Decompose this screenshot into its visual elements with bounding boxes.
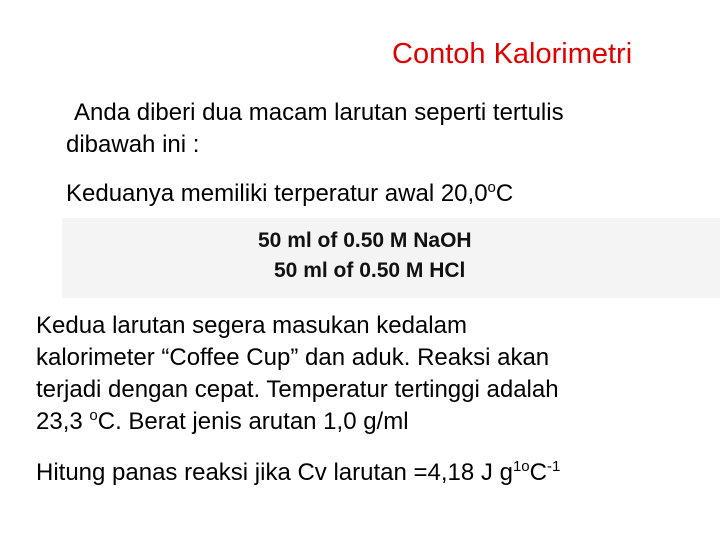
intro-line-1: Anda diberi dua macam larutan seperti tertulis: [74, 99, 564, 126]
density-text: C. Berat jenis arutan 1,0 g/ml: [97, 408, 409, 435]
unit-c: C: [529, 459, 547, 486]
initial-temperature: [66, 180, 513, 208]
question-prefix: Hitung panas reaksi jika Cv larutan =4,18 J g: [36, 459, 513, 486]
solutions-formula: [258, 226, 472, 286]
max-temperature-value: 23,3: [36, 408, 90, 435]
procedure-paragraph: [36, 310, 676, 438]
degree-symbol: o: [89, 407, 98, 424]
procedure-line-3: terjadi dengan cepat. Temperatur tertinggi adalah: [36, 376, 559, 403]
temperature-text: Keduanya memiliki terperatur awal 20,0: [66, 180, 488, 207]
intro-paragraph: [66, 97, 666, 161]
solution-naoh: 50 ml of 0.50 M NaOH: [258, 229, 472, 252]
degree-symbol: o: [521, 458, 530, 475]
exponent-minus-1: -1: [546, 458, 561, 475]
procedure-line-4: [36, 406, 676, 438]
temperature-unit: C: [495, 180, 514, 207]
exponent-1: 1: [512, 458, 522, 475]
intro-line-2: dibawah ini :: [66, 131, 200, 158]
procedure-line-2: kalorimeter “Coffee Cup” dan aduk. Reaksi akan: [36, 344, 550, 371]
slide-title: Contoh Kalorimetri: [392, 38, 633, 70]
question-text: [36, 459, 560, 487]
procedure-line-1: Kedua larutan segera masukan kedalam: [36, 312, 467, 339]
degree-symbol: o: [487, 179, 496, 196]
solution-hcl: 50 ml of 0.50 M HCl: [274, 259, 466, 282]
